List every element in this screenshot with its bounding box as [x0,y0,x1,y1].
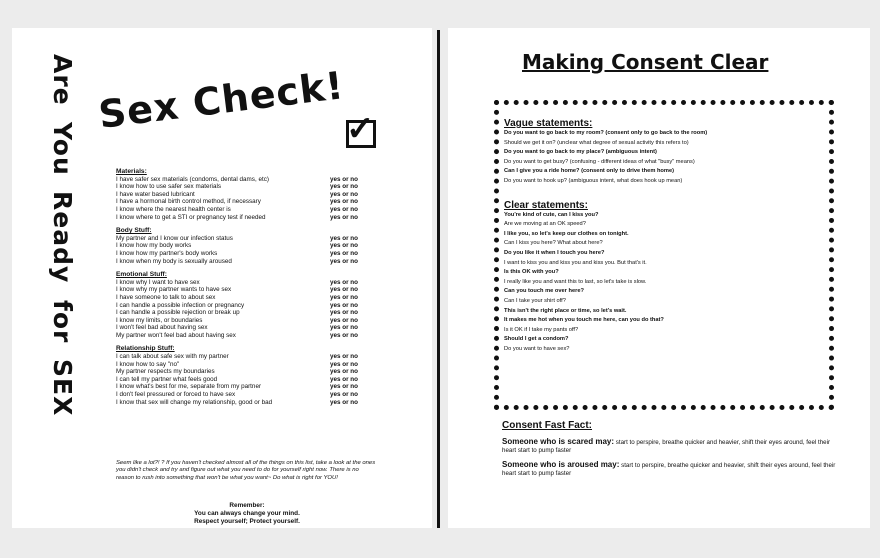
yes-or-no: yes or no [330,309,358,317]
yes-or-no: yes or no [330,198,358,206]
statement-line: Do you want to have sex? [504,345,570,352]
yes-or-no: yes or no [330,301,358,309]
checklist-row [116,206,366,214]
checklist-item: I have a hormonal birth control method, if necessary [116,198,261,206]
vertical-title-word: Are [48,54,77,106]
yes-or-no: yes or no [330,257,358,265]
statement-line: Do you want to hook up? (ambiguous intent, what does hook up mean) [504,177,683,184]
checklist-row [116,191,366,199]
checklist-item: I know how to say "no" [116,360,180,368]
remember-line: You can always change your mind. [194,510,300,518]
checklist-item: I know my limits, or boundaries [116,316,203,324]
footer-note: Seem like a lot?! ? If you haven't checked almost all of the things on this list, take a look at the ones you didn't check and try and figure out what you need to do for yourself right now. There is no reason to rush into something that won't be what you want~ Do what is right for YOU! [116,460,376,481]
checklist-item: I know where to get a STI or pregnancy test if needed [116,213,266,221]
checklist-item: I know that sex will change my relationship, good or bad [116,398,273,406]
yes-or-no: yes or no [330,234,358,242]
statement-line: Should I get a condom? [504,336,569,343]
checklist-item: I know how my partner's body works [116,249,218,257]
checklist-item: I know what's best for me, separate from my partner [116,383,262,391]
yes-or-no: yes or no [330,213,358,221]
checklist-item: I can talk about safe sex with my partner [116,353,229,361]
checklist-item: My partner won't feel bad about having sex [116,331,236,339]
section-heading: Materials: [116,168,147,175]
yes-or-no: yes or no [330,368,358,376]
statement-line: Do you want to get busy? (confusing - different ideas of what "busy" means) [504,158,695,165]
checklist-item: I know how my body works [116,242,192,250]
statement-line: Are we moving at an OK speed? [504,221,586,228]
consent-sheet [448,28,870,528]
checklist-row [116,324,366,332]
checklist-item: I know where the nearest health center is [116,205,231,213]
checklist-item: I can tell my partner what feels good [116,375,218,383]
checklist-item: I have safer sex materials (condoms, dental dams, etc) [116,175,269,183]
fast-fact-lead: Someone who is scared may: [502,437,615,446]
checklist-item: My partner respects my boundaries [116,368,215,376]
yes-or-no: yes or no [330,324,358,332]
yes-or-no: yes or no [330,175,358,183]
statement-line: Can I give you a ride home? (consent only to drive them home) [504,168,675,175]
yes-or-no: yes or no [330,286,358,294]
vertical-title-word: for [48,299,77,344]
yes-or-no: yes or no [330,398,358,406]
checklist-row [116,332,366,340]
checklist-row [116,361,366,369]
checklist-item: I know when my body is sexually aroused [116,257,232,265]
yes-or-no: yes or no [330,353,358,361]
checklist-item: I know how to use safer sex materials [116,183,221,191]
sex-check-sheet [12,28,432,528]
remember-block [116,502,378,527]
fast-fact-list [502,438,842,484]
section-heading: Body Stuff: [116,227,152,235]
section-heading: Relationship Stuff: [116,345,175,353]
checklist-item: I have water based lubricant [116,190,195,198]
checklist-item: I won't feel bad about having sex [116,324,208,332]
page-divider [437,30,440,528]
clear-list [504,212,828,354]
statement-line: Do you want to go back to my room? (consent only to go back to the room) [504,130,708,136]
fast-fact-text: start to perspire, breathe quicker and heavier, shift their eyes around, feel their heart start to pump faster [502,439,831,454]
vague-heading: Vague statements: [504,118,593,129]
checklist-row [116,258,366,266]
statement-line: Is this OK with you? [504,269,559,276]
checklist-row [116,214,366,222]
sex-check-title: Sex Check! [96,63,347,137]
yes-or-no: yes or no [330,249,358,257]
checklist-row [116,399,366,407]
statement-line: I like you, so let's keep our clothes on tonight. [504,230,629,237]
checklist-item: I don't feel pressured or forced to have sex [116,391,236,399]
statement-line: You're kind of cute, can I kiss you? [504,211,599,218]
statement-line: Can I kiss you here? What about here? [504,240,603,247]
checklist-row [116,391,366,399]
vertical-title-word: You [48,121,77,176]
yes-or-no: yes or no [330,375,358,383]
fast-fact-lead: Someone who is aroused may: [502,460,620,469]
checklist-row [116,383,366,391]
statement-line: Do you like it when I touch you here? [504,249,605,256]
statement-line: This isn't the right place or time, so let's wait. [504,307,627,314]
remember-heading: Remember: [229,502,265,509]
yes-or-no: yes or no [330,293,358,301]
yes-or-no: yes or no [330,190,358,198]
checklist-row [116,368,366,376]
checklist [116,168,366,406]
yes-or-no: yes or no [330,360,358,368]
vague-list [504,130,828,185]
checklist-row [116,176,366,184]
checklist-item: I know why I want to have sex [116,278,200,286]
statement-line: I want to kiss you and kiss you and kiss you. But that's it. [504,259,647,266]
checklist-row [116,286,366,294]
checklist-item: My partner and I know our infection status [116,234,233,242]
checklist-row [116,353,366,361]
vertical-title-word: Ready [48,191,77,284]
statement-line: Can I take your shirt off? [504,297,566,304]
clear-heading: Clear statements: [504,199,588,211]
section-heading: Emotional Stuff: [116,271,167,279]
vertical-title-word: SEX [48,359,77,417]
checklist-item: I have someone to talk to about sex [116,293,216,301]
yes-or-no: yes or no [330,205,358,213]
checklist-row [116,294,366,302]
checklist-row [116,279,366,287]
fast-fact-text: start to perspire, breathe quicker and heavier, shift their eyes around, feel their heart start to pump faster [502,462,836,477]
checklist-item: I know why my partner wants to have sex [116,286,232,294]
yes-or-no: yes or no [330,331,358,339]
checklist-item: I can handle a possible infection or pregnancy [116,301,245,309]
statement-line: Do you want to go back to my place? (ambiguous intent) [504,149,657,156]
fast-fact [502,461,842,478]
consent-title: Making Consent Clear [522,50,769,74]
checklist-row [116,250,366,258]
checklist-row [116,183,366,191]
statements-content [504,118,828,355]
statement-line: Should we get it on? (unclear what degree of sexual activity this refers to) [504,139,689,146]
remember-line: Respect yourself; Protect yourself. [194,518,300,526]
fast-fact-heading: Consent Fast Fact: [502,420,593,431]
checklist-item: I can handle a possible rejection or break up [116,309,240,317]
checklist-row [116,242,366,250]
yes-or-no: yes or no [330,183,358,191]
statement-line: Is it OK if I take my pants off? [504,326,579,333]
yes-or-no: yes or no [330,242,358,250]
checklist-row [116,198,366,206]
yes-or-no: yes or no [330,383,358,391]
checklist-row [116,309,366,317]
checklist-row [116,302,366,310]
statement-line: Can you touch me over here? [504,288,584,295]
yes-or-no: yes or no [330,391,358,399]
statement-line: It makes me hot when you touch me here, can you do that? [504,317,664,324]
checkmark-icon: ✓ [346,110,375,148]
yes-or-no: yes or no [330,278,358,286]
checklist-row [116,376,366,384]
fast-fact [502,438,842,455]
checklist-row [116,235,366,243]
vertical-title [42,54,82,416]
yes-or-no: yes or no [330,316,358,324]
statement-line: I really like you and want this to last, so let's take is slow. [504,278,647,285]
checklist-row [116,317,366,325]
